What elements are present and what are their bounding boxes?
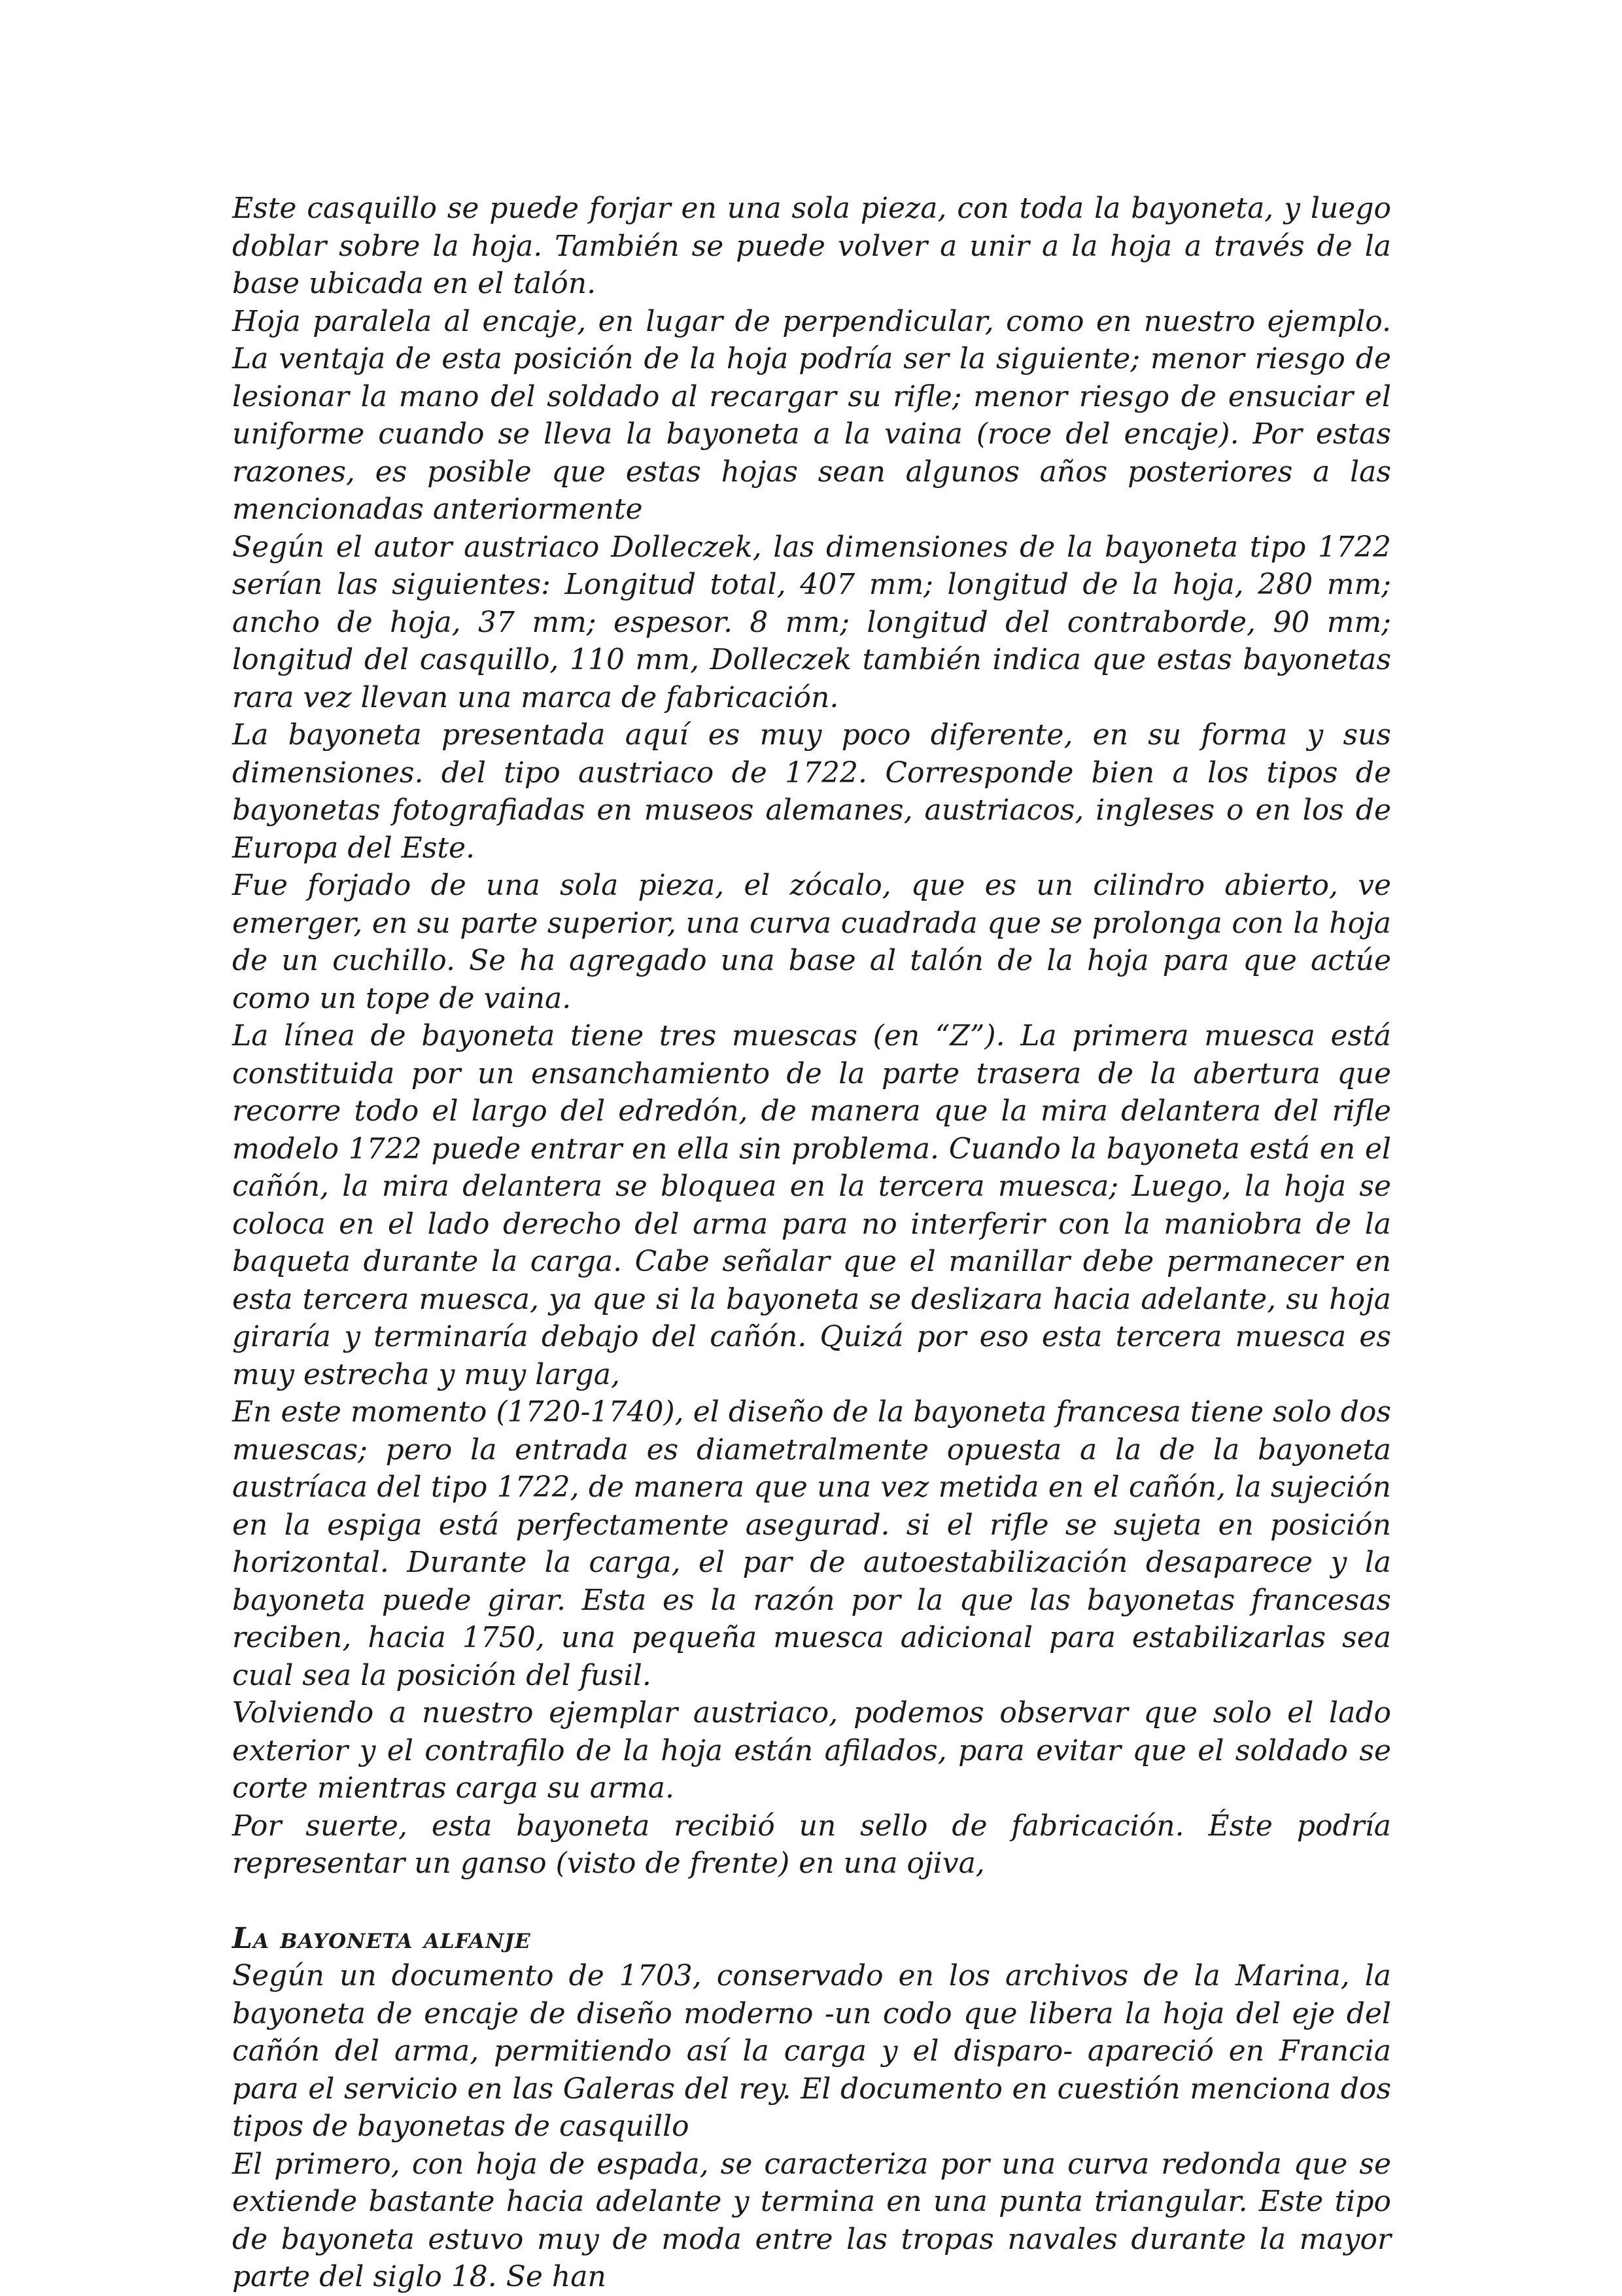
paragraph-hoja-paralela: Hoja paralela al encaje, en lugar de perpendicular, como en nuestro ejemplo. La ventaja de esta posición de la hoja podría ser la siguiente; menor riesgo de lesionar la mano del soldado al recargar su rifle; menor riesgo de ensuciar el uniforme cuando se lleva la bayoneta a la vaina (roce del encaje). Por estas razones, es posible que estas hojas sean algunos años posteriores a las mencionadas anteriormente bbox=[232, 304, 1391, 526]
paragraph-dolleczek: Según el autor austriaco Dolleczek, las dimensiones de la bayoneta tipo 1722 serían las siguientes: Longitud total, 407 mm; longitud de la hoja, 280 mm; ancho de hoja, 37 mm; espesor. 8 mm; longitud del contraborde, 90 mm; longitud del casquillo, 110 mm, Dolleczek también indica que estas bayonetas rara vez llevan una marca de fabricación. bbox=[232, 530, 1391, 714]
page-body bbox=[232, 190, 1391, 2296]
paragraph-documento-1703: Según un documento de 1703, conservado en los archivos de la Marina, la bayoneta de encaje de diseño moderno -un codo que libera la hoja del eje del cañón del arma, permitiendo así la carga y el disparo- apareció en Francia para el servicio en las Galeras del rey. El documento en cuestión menciona dos tipos de bayonetas de casquillo bbox=[232, 1959, 1391, 2143]
paragraph-hoja-espada: El primero, con hoja de espada, se caracteriza por una curva redonda que se extiende bastante hacia adelante y termina en una punta triangular. Este tipo de bayoneta estuvo muy de moda entre las tropas navales durante la mayor parte del siglo 18. Se han bbox=[232, 2147, 1391, 2293]
paragraph-bayoneta-presentada: La bayoneta presentada aquí es muy poco diferente, en su forma y sus dimensiones. del tipo austriaco de 1722. Corresponde bien a los tipos de bayonetas fotografiadas en museos alemanes, austriacos, ingleses o en los de Europa del Este. bbox=[232, 718, 1391, 865]
paragraph-bayoneta-francesa: En este momento (1720-1740), el diseño de la bayoneta francesa tiene solo dos muescas; pero la entrada es diametralmente opuesta a la de la bayoneta austríaca del tipo 1722, de manera que una vez metida en el cañón, la sujeción en la espiga está perfectamente asegurad. si el rifle se sujeta en posición horizontal. Durante la carga, el par de autoestabilización desaparece y la bayoneta puede girar. Esta es la razón por la que las bayonetas francesas reciben, hacia 1750, una pequeña muesca adicional para estabilizarlas sea cual sea la posición del fusil. bbox=[232, 1395, 1391, 1692]
paragraph-ejemplar-austriaco: Volviendo a nuestro ejemplar austriaco, podemos observar que solo el lado exterior y el contrafilo de la hoja están afilados, para evitar que el soldado se corte mientras carga su arma. bbox=[232, 1696, 1391, 1805]
paragraph-sello: Por suerte, esta bayoneta recibió un sello de fabricación. Éste podría representar un ganso (visto de frente) en una ojiva, bbox=[232, 1809, 1391, 1880]
paragraph-casquillo: Este casquillo se puede forjar en una sola pieza, con toda la bayoneta, y luego doblar sobre la hoja. También se puede volver a unir a la hoja a través de la base ubicada en el talón. bbox=[232, 192, 1391, 300]
paragraph-forjado: Fue forjado de una sola pieza, el zócalo, que es un cilindro abierto, ve emerger, en su parte superior, una curva cuadrada que se prolonga con la hoja de un cuchillo. Se ha agregado una base al talón de la hoja para que actúe como un tope de vaina. bbox=[232, 869, 1391, 1015]
section-heading: La bayoneta alfanje bbox=[232, 1921, 531, 1955]
paragraph-muescas: La línea de bayoneta tiene tres muescas (en “Z”). La primera muesca está constituida por un ensanchamiento de la parte trasera de la abertura que recorre todo el largo del edredón, de manera que la mira delantera del rifle modelo 1722 puede entrar en ella sin problema. Cuando la bayoneta está en el cañón, la mira delantera se bloquea en la tercera muesca; Luego, la hoja se coloca en el lado derecho del arma para no interferir con la maniobra de la baqueta durante la carga. Cabe señalar que el manillar debe permanecer en esta tercera muesca, ya que si la bayoneta se deslizara hacia adelante, su hoja giraría y terminaría debajo del cañón. Quizá por eso esta tercera muesca es muy estrecha y muy larga, bbox=[232, 1019, 1391, 1391]
